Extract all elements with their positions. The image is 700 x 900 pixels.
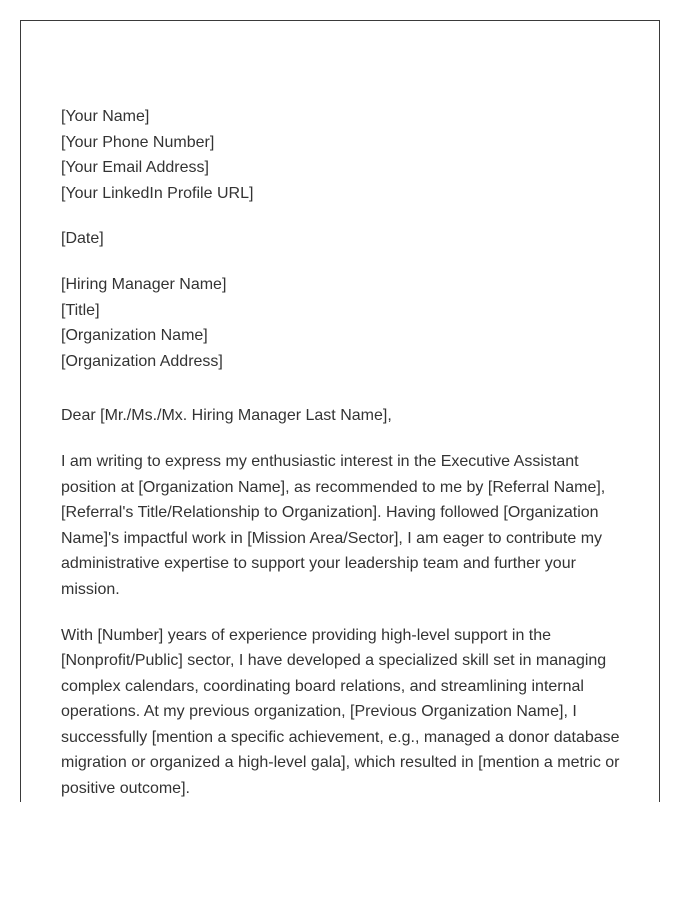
salutation: Dear [Mr./Ms./Mx. Hiring Manager Last Name], <box>61 407 392 425</box>
date-block <box>61 226 631 252</box>
sender-email: [Your Email Address] <box>61 159 209 177</box>
recipient-organization: [Organization Name] <box>61 327 208 345</box>
paragraph-1-line: administrative expertise to support your leadership team and further your <box>61 555 576 573</box>
letter-page <box>20 20 660 802</box>
paragraph-1-line: position at [Organization Name], as recommended to me by [Referral Name], <box>61 478 606 496</box>
paragraph-2 <box>61 623 631 802</box>
paragraph-1-line: I am writing to express my enthusiastic interest in the Executive Assistant <box>61 452 579 470</box>
sender-phone: [Your Phone Number] <box>61 133 215 151</box>
recipient-block <box>61 272 631 374</box>
paragraph-2-line: complex calendars, coordinating board relations, and streamlining internal <box>61 677 584 695</box>
paragraph-1-line: mission. <box>61 580 120 598</box>
letter-date: [Date] <box>61 230 104 248</box>
sender-name: [Your Name] <box>61 108 150 125</box>
paragraph-1-line: [Referral's Title/Relationship to Organization]. Having followed [Organization <box>61 504 599 522</box>
sender-block <box>61 104 631 206</box>
paragraph-1-line: Name]'s impactful work in [Mission Area/Sector], I am eager to contribute my <box>61 529 603 547</box>
paragraph-2-line: positive outcome]. <box>61 780 190 798</box>
paragraph-2-line: operations. At my previous organization, [Previous Organization Name], I <box>61 703 577 721</box>
paragraph-2-line: successfully [mention a specific achievement, e.g., managed a donor database <box>61 728 620 746</box>
recipient-title: [Title] <box>61 301 100 319</box>
recipient-name: [Hiring Manager Name] <box>61 275 227 293</box>
salutation-block <box>61 403 631 429</box>
paragraph-1 <box>61 449 631 603</box>
paragraph-2-line: With [Number] years of experience providing high-level support in the <box>61 626 552 644</box>
letter-content <box>61 104 631 802</box>
paragraph-2-line: migration or organized a high-level gala], which resulted in [mention a metric or <box>61 754 620 772</box>
paragraph-2-line: [Nonprofit/Public] sector, I have developed a specialized skill set in managing <box>61 652 607 670</box>
recipient-address: [Organization Address] <box>61 352 223 370</box>
sender-linkedin: [Your LinkedIn Profile URL] <box>61 184 254 202</box>
